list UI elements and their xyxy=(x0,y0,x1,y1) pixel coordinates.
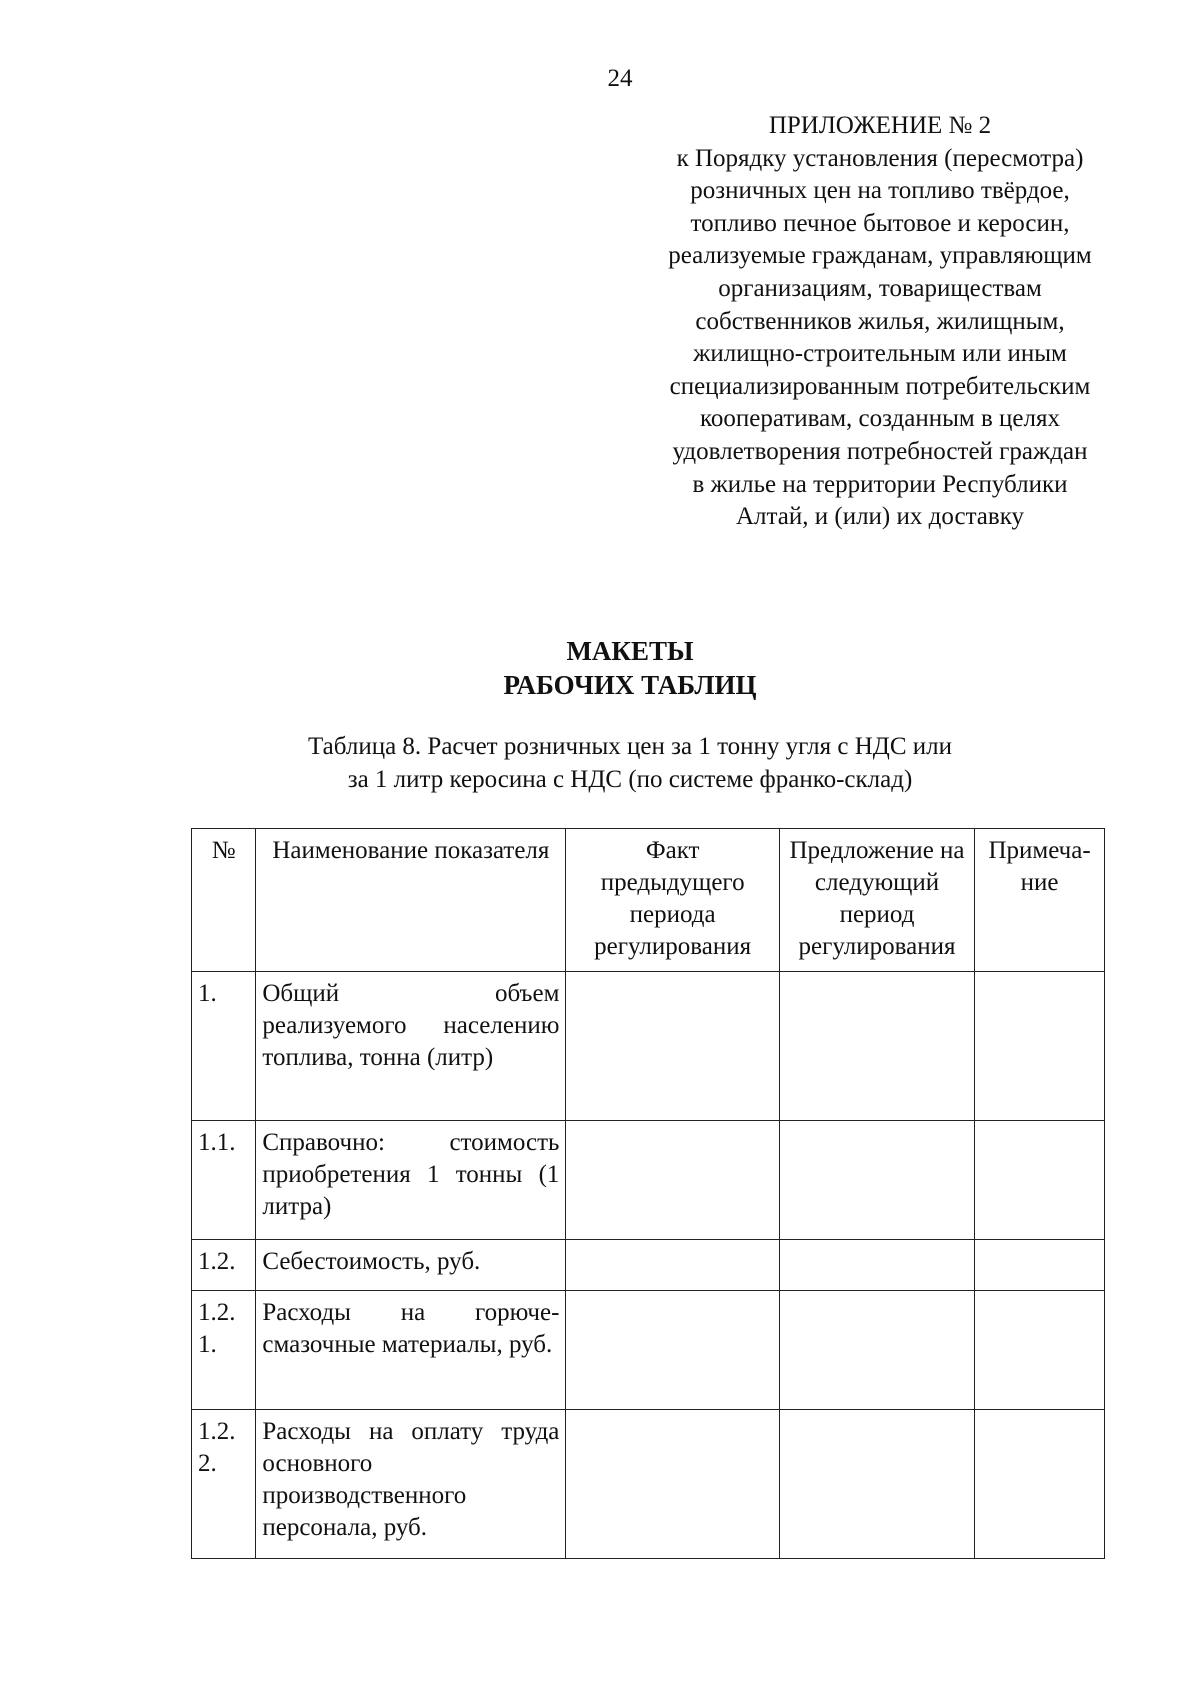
heading-line-2: РАБОЧИХ ТАБЛИЦ xyxy=(503,670,757,700)
appendix-line: кооперативам, созданным в целях xyxy=(700,405,1060,433)
table-row xyxy=(192,1410,1105,1559)
row-name: Себестоимость, руб. xyxy=(256,1240,566,1291)
row-note-cell xyxy=(975,1240,1105,1291)
appendix-line: специализированным потребительским xyxy=(669,372,1091,400)
row-fact-cell xyxy=(566,972,779,1121)
appendix-line: реализуемые гражданам, управляющим xyxy=(668,242,1092,270)
row-proposal-cell xyxy=(779,1291,974,1410)
appendix-line: собственников жилья, жилищным, xyxy=(695,307,1065,335)
calculation-table xyxy=(191,828,1105,1559)
row-fact-cell xyxy=(566,1121,779,1240)
row-num: 1. xyxy=(192,972,256,1121)
page-number: 24 xyxy=(607,65,633,92)
header-note: Примеча-ние xyxy=(975,829,1105,972)
table-header-row xyxy=(192,829,1105,972)
table-caption xyxy=(230,730,1030,796)
table-caption-line-1: Таблица 8. Расчет розничных цен за 1 тонну угля с НДС или xyxy=(308,733,952,760)
row-proposal-cell xyxy=(779,972,974,1121)
header-fact: Факт предыдущего периода регулирования xyxy=(566,829,779,972)
appendix-title: ПРИЛОЖЕНИЕ № 2 xyxy=(768,112,992,139)
appendix-line: жилищно-строительным или иным xyxy=(693,340,1067,368)
row-note-cell xyxy=(975,972,1105,1121)
table-row xyxy=(192,1291,1105,1410)
row-proposal-cell xyxy=(779,1410,974,1559)
row-fact-cell xyxy=(566,1240,779,1291)
row-num: 1.1. xyxy=(192,1121,256,1240)
row-note-cell xyxy=(975,1121,1105,1240)
row-fact-cell xyxy=(566,1291,779,1410)
document-heading xyxy=(420,634,840,702)
table-row xyxy=(192,1121,1105,1240)
appendix-line: организациям, товариществам xyxy=(718,274,1042,302)
appendix-line: топливо печное бытовое и керосин, xyxy=(690,209,1070,237)
row-num: 1.2. xyxy=(192,1240,256,1291)
row-note-cell xyxy=(975,1291,1105,1410)
row-name: Справочно: стоимость приобретения 1 тонны (1 литра) xyxy=(256,1121,566,1240)
appendix-line: розничных цен на топливо твёрдое, xyxy=(690,177,1070,205)
row-proposal-cell xyxy=(779,1240,974,1291)
appendix-line: к Порядку установления (пересмотра) xyxy=(676,144,1084,172)
row-note-cell xyxy=(975,1410,1105,1559)
appendix-line: Алтай, и (или) их доставку xyxy=(736,503,1024,531)
row-name: Общий объем реализуемого населению топлива, тонна (литр) xyxy=(256,972,566,1121)
header-num: № xyxy=(192,829,256,972)
header-proposal: Предложение на следующий период регулирования xyxy=(779,829,974,972)
row-num: 1.2.2. xyxy=(192,1410,256,1559)
appendix-line: удовлетворения потребностей граждан xyxy=(672,437,1088,465)
appendix-header xyxy=(620,110,1140,534)
appendix-line: в жилье на территории Республики xyxy=(692,470,1068,498)
header-name: Наименование показателя xyxy=(256,829,566,972)
row-num: 1.2.1. xyxy=(192,1291,256,1410)
row-proposal-cell xyxy=(779,1121,974,1240)
row-name: Расходы на оплату труда основного производственного персонала, руб. xyxy=(256,1410,566,1559)
table-caption-line-2: за 1 литр керосина с НДС (по системе франко-склад) xyxy=(347,766,913,793)
heading-line-1: МАКЕТЫ xyxy=(566,636,694,666)
row-fact-cell xyxy=(566,1410,779,1559)
table-row xyxy=(192,1240,1105,1291)
table-row xyxy=(192,972,1105,1121)
row-name: Расходы на горюче-смазочные материалы, руб. xyxy=(256,1291,566,1410)
